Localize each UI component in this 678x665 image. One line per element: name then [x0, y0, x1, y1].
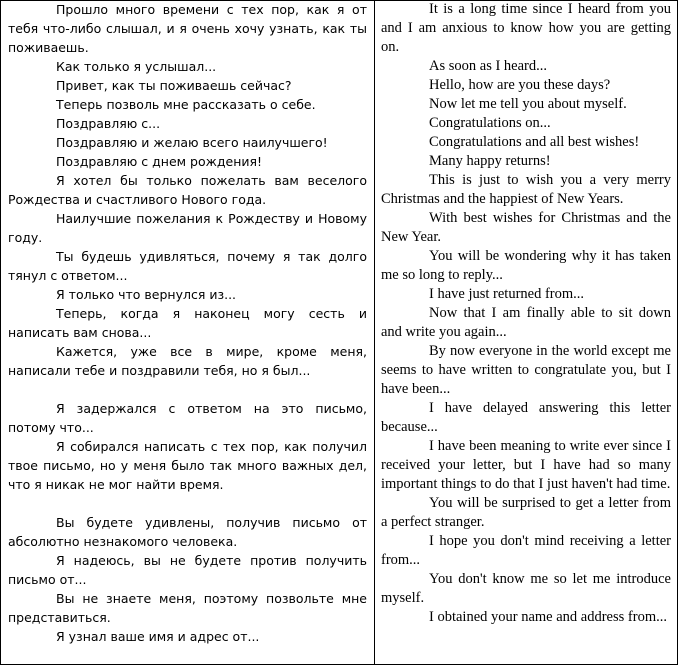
ru-phrase: Поздравляю с... — [56, 116, 161, 131]
ru-phrase: Я хотел бы только пожелать вам веселого Рождества и счастливого Нового года. — [8, 173, 367, 207]
ru-phrase: Я только что вернулся из... — [56, 287, 237, 302]
en-phrase: I have just returned from... — [429, 286, 585, 302]
en-phrase: Hello, how are you these days? — [429, 77, 611, 93]
ru-phrase: Я надеюсь, вы не будете против получить письмо от... — [8, 553, 367, 587]
en-phrase: I have been meaning to write ever since I received your letter, but I have had so many important things to do that I just haven't had time. — [381, 438, 671, 492]
en-phrase: This is just to wish you a very merry Christmas and the happiest of New Years. — [381, 172, 671, 207]
en-phrase: It is a long time since I heard from you and I am anxious to know how you are getting on. — [381, 1, 671, 55]
en-phrase: Now that I am finally able to sit down and write you again... — [381, 305, 671, 340]
en-phrase: As soon as I heard... — [429, 58, 547, 74]
en-phrase: You don't know me so let me introduce myself. — [381, 571, 671, 606]
en-phrase: Now let me tell you about myself. — [429, 96, 627, 112]
column-divider — [374, 0, 375, 665]
en-phrase: Congratulations and all best wishes! — [429, 134, 640, 150]
ru-spacer — [8, 380, 367, 399]
en-phrase: I hope you don't mind receiving a letter from... — [381, 533, 671, 568]
en-phrase: You will be wondering why it has taken me so long to reply... — [381, 248, 671, 283]
ru-phrase: Кажется, уже все в мире, кроме меня, написали тебе и поздравили тебя, но я был... — [8, 344, 367, 378]
english-column — [381, 0, 671, 627]
russian-column — [8, 0, 367, 646]
ru-phrase: Привет, как ты поживаешь сейчас? — [56, 78, 292, 93]
en-phrase: Many happy returns! — [429, 153, 551, 169]
en-phrase: With best wishes for Christmas and the New Year. — [381, 210, 671, 245]
ru-spacer — [8, 494, 367, 513]
ru-phrase: Вы будете удивлены, получив письмо от абсолютно незнакомого человека. — [8, 515, 367, 549]
ru-phrase: Поздравляю с днем рождения! — [56, 154, 263, 169]
ru-phrase: Поздравляю и желаю всего наилучшего! — [56, 135, 328, 150]
ru-phrase: Теперь, когда я наконец могу сесть и написать вам снова... — [8, 306, 367, 340]
en-phrase: Congratulations on... — [429, 115, 551, 131]
ru-phrase: Как только я услышал... — [56, 59, 217, 74]
ru-phrase: Теперь позволь мне рассказать о себе. — [56, 97, 316, 112]
ru-phrase: Я собирался написать с тех пор, как получил твое письмо, но у меня было так много важных дел, что я никак не мог найти время. — [8, 439, 367, 492]
en-phrase: You will be surprised to get a letter from a perfect stranger. — [381, 495, 671, 530]
ru-phrase: Я узнал ваше имя и адрес от... — [56, 629, 260, 644]
en-phrase: I obtained your name and address from... — [429, 609, 667, 625]
ru-phrase: Ты будешь удивляться, почему я так долго тянул с ответом... — [8, 249, 367, 283]
ru-phrase: Я задержался с ответом на это письмо, потому что... — [8, 401, 367, 435]
en-phrase: By now everyone in the world except me seems to have written to congratulate you, but I have been... — [381, 343, 671, 397]
ru-phrase: Прошло много времени с тех пор, как я от тебя что-либо слышал, и я очень хочу узнать, как ты поживаешь. — [8, 2, 367, 55]
en-phrase: I have delayed answering this letter because... — [381, 400, 671, 435]
ru-phrase: Вы не знаете меня, поэтому позвольте мне представиться. — [8, 591, 367, 625]
ru-phrase: Наилучшие пожелания к Рождеству и Новому году. — [8, 211, 367, 245]
